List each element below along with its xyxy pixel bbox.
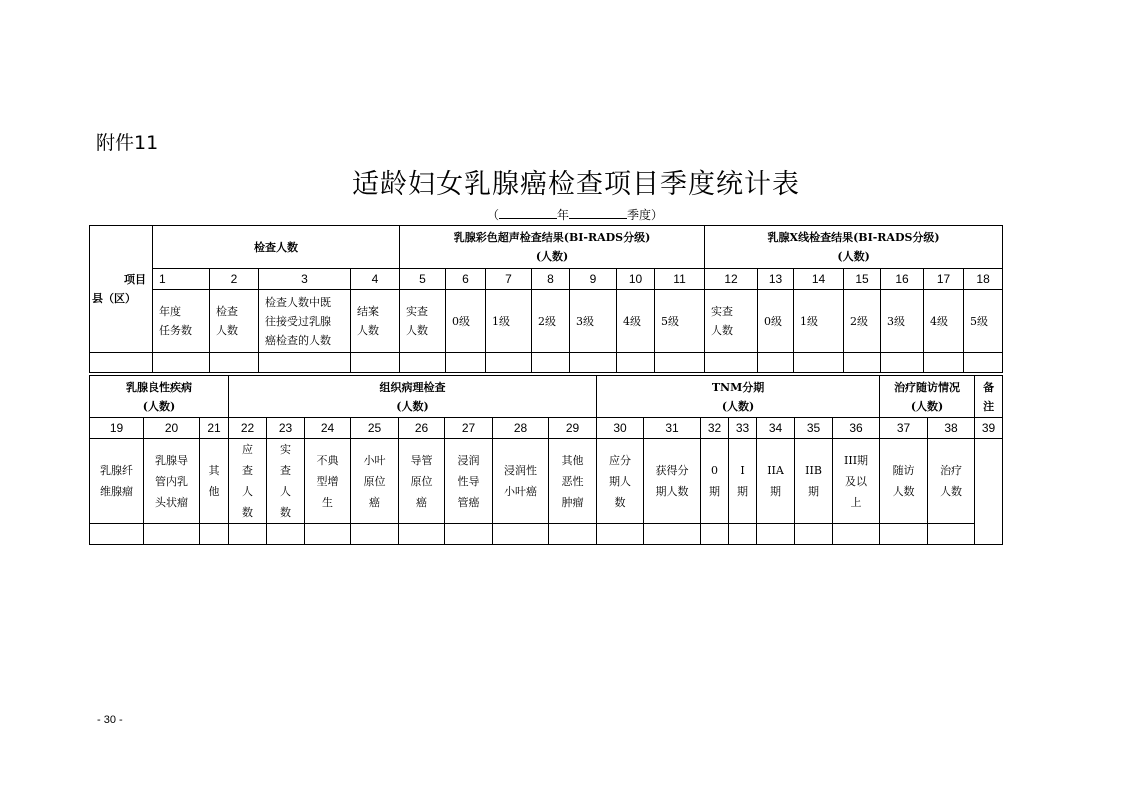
column-label: 5级 bbox=[964, 290, 1003, 353]
data-cell[interactable] bbox=[210, 353, 259, 373]
column-number: 16 bbox=[881, 269, 924, 290]
column-label: 浸润 性导 管癌 bbox=[445, 439, 493, 524]
data-cell[interactable] bbox=[644, 524, 701, 545]
column-label: 0级 bbox=[446, 290, 486, 353]
group-ultrasound-title: 乳腺彩色超声检查结果(BI-RADS分级) bbox=[453, 231, 651, 244]
column-number: 20 bbox=[144, 418, 200, 439]
column-label: 4级 bbox=[617, 290, 655, 353]
quarter-blank bbox=[569, 208, 627, 219]
column-label: 1级 bbox=[794, 290, 844, 353]
column-number: 34 bbox=[757, 418, 795, 439]
column-label: IIA 期 bbox=[757, 439, 795, 524]
year-blank bbox=[499, 208, 557, 219]
column-number: 3 bbox=[259, 269, 351, 290]
data-cell[interactable] bbox=[267, 524, 305, 545]
column-label: 0级 bbox=[758, 290, 794, 353]
column-number: 25 bbox=[351, 418, 399, 439]
column-number: 19 bbox=[90, 418, 144, 439]
group-tnm-unit: (人数) bbox=[721, 399, 755, 413]
data-cell[interactable] bbox=[795, 524, 833, 545]
column-number: 7 bbox=[486, 269, 532, 290]
group-benign-unit: (人数) bbox=[142, 399, 176, 413]
column-label: 4级 bbox=[924, 290, 964, 353]
column-label: 导管 原位 癌 bbox=[399, 439, 445, 524]
column-number: 22 bbox=[229, 418, 267, 439]
data-cell[interactable] bbox=[729, 524, 757, 545]
column-label: 其 他 bbox=[200, 439, 229, 524]
column-number: 11 bbox=[655, 269, 705, 290]
data-cell[interactable] bbox=[549, 524, 597, 545]
column-number: 4 bbox=[351, 269, 400, 290]
group-xray bbox=[705, 226, 1003, 269]
column-number: 18 bbox=[964, 269, 1003, 290]
ultrasound-xray-table bbox=[89, 225, 1003, 373]
column-label: 实查 人数 bbox=[705, 290, 758, 353]
page-number: - 30 - bbox=[97, 714, 123, 726]
group-xray-title: 乳腺X线检查结果(BI-RADS分级) bbox=[767, 231, 940, 244]
column-number: 9 bbox=[570, 269, 617, 290]
remarks-cell[interactable] bbox=[975, 439, 1003, 545]
data-cell[interactable] bbox=[486, 353, 532, 373]
data-cell[interactable] bbox=[655, 353, 705, 373]
group-xray-unit: (人数) bbox=[837, 250, 870, 263]
data-cell[interactable] bbox=[705, 353, 758, 373]
data-cell[interactable] bbox=[445, 524, 493, 545]
column-label: 2级 bbox=[844, 290, 881, 353]
data-cell[interactable] bbox=[924, 353, 964, 373]
pathology-tnm-table bbox=[89, 375, 1003, 545]
group-benign-title: 乳腺良性疾病 bbox=[126, 380, 192, 394]
column-number: 37 bbox=[880, 418, 928, 439]
column-label: IIB 期 bbox=[795, 439, 833, 524]
corner-item: 项目 bbox=[124, 273, 146, 286]
column-number: 23 bbox=[267, 418, 305, 439]
column-number: 32 bbox=[701, 418, 729, 439]
data-cell[interactable] bbox=[305, 524, 351, 545]
column-label: 1级 bbox=[486, 290, 532, 353]
column-number: 27 bbox=[445, 418, 493, 439]
column-label: 获得分 期人数 bbox=[644, 439, 701, 524]
group-check-count: 检查人数 bbox=[153, 226, 400, 269]
data-cell[interactable] bbox=[493, 524, 549, 545]
column-number: 21 bbox=[200, 418, 229, 439]
data-cell[interactable] bbox=[144, 524, 200, 545]
column-label: 年度 任务数 bbox=[153, 290, 210, 353]
column-label: 应 查 人 数 bbox=[229, 439, 267, 524]
column-label: 3级 bbox=[881, 290, 924, 353]
period-open: （ bbox=[486, 208, 499, 222]
column-label: 2级 bbox=[532, 290, 570, 353]
column-number: 1 bbox=[153, 269, 210, 290]
group-tnm-title: TNM分期 bbox=[711, 380, 765, 394]
column-label: 检查 人数 bbox=[210, 290, 259, 353]
data-cell[interactable] bbox=[400, 353, 446, 373]
data-cell[interactable] bbox=[844, 353, 881, 373]
column-label: III期 及以 上 bbox=[833, 439, 880, 524]
column-label: 实 查 人 数 bbox=[267, 439, 305, 524]
group-followup-title: 治疗随访情况 bbox=[894, 380, 961, 394]
column-number: 28 bbox=[493, 418, 549, 439]
column-label: 浸润性 小叶癌 bbox=[493, 439, 549, 524]
column-number: 17 bbox=[924, 269, 964, 290]
data-cell[interactable] bbox=[446, 353, 486, 373]
data-cell[interactable] bbox=[532, 353, 570, 373]
column-label: 0 期 bbox=[701, 439, 729, 524]
group-followup-unit: (人数) bbox=[910, 399, 944, 413]
quarter-label: 季度） bbox=[627, 208, 664, 222]
column-number: 6 bbox=[446, 269, 486, 290]
column-number: 10 bbox=[617, 269, 655, 290]
column-label: 治疗 人数 bbox=[928, 439, 975, 524]
data-cell[interactable] bbox=[757, 524, 795, 545]
data-cell[interactable] bbox=[259, 353, 351, 373]
data-cell[interactable] bbox=[90, 524, 144, 545]
data-cell[interactable] bbox=[964, 353, 1003, 373]
column-label: 3级 bbox=[570, 290, 617, 353]
group-benign bbox=[90, 376, 229, 418]
data-cell[interactable] bbox=[617, 353, 655, 373]
column-number: 26 bbox=[399, 418, 445, 439]
year-label: 年 bbox=[556, 208, 569, 222]
data-cell[interactable] bbox=[570, 353, 617, 373]
column-label: 其他 恶性 肿瘤 bbox=[549, 439, 597, 524]
column-number: 24 bbox=[305, 418, 351, 439]
data-cell[interactable] bbox=[597, 524, 644, 545]
data-cell[interactable] bbox=[881, 353, 924, 373]
group-ultrasound bbox=[400, 226, 705, 269]
column-number: 14 bbox=[794, 269, 844, 290]
column-number: 38 bbox=[928, 418, 975, 439]
data-cell[interactable] bbox=[200, 524, 229, 545]
column-label: 小叶 原位 癌 bbox=[351, 439, 399, 524]
data-cell[interactable] bbox=[153, 353, 210, 373]
data-cell[interactable] bbox=[229, 524, 267, 545]
column-number: 2 bbox=[210, 269, 259, 290]
column-number: 15 bbox=[844, 269, 881, 290]
column-number: 36 bbox=[833, 418, 880, 439]
group-followup bbox=[880, 376, 975, 418]
data-cell[interactable] bbox=[928, 524, 975, 545]
column-number: 13 bbox=[758, 269, 794, 290]
data-cell[interactable] bbox=[90, 353, 153, 373]
column-number: 33 bbox=[729, 418, 757, 439]
attachment-label: 附件11 bbox=[96, 132, 159, 154]
data-cell[interactable] bbox=[758, 353, 794, 373]
column-number: 35 bbox=[795, 418, 833, 439]
data-cell[interactable] bbox=[399, 524, 445, 545]
page-title: 适龄妇女乳腺癌检查项目季度统计表 bbox=[352, 169, 800, 200]
column-number: 29 bbox=[549, 418, 597, 439]
column-label: 检查人数中既 往接受过乳腺 癌检查的人数 bbox=[259, 290, 351, 353]
column-label: 乳腺纤 维腺瘤 bbox=[90, 439, 144, 524]
group-remarks: 备 注 bbox=[975, 376, 1003, 418]
corner-county: 县（区） bbox=[92, 292, 136, 305]
group-pathology bbox=[229, 376, 597, 418]
data-cell[interactable] bbox=[701, 524, 729, 545]
column-number: 30 bbox=[597, 418, 644, 439]
column-label: 应分 期人 数 bbox=[597, 439, 644, 524]
column-label: 不典 型增 生 bbox=[305, 439, 351, 524]
group-pathology-title: 组织病理检查 bbox=[379, 380, 446, 394]
data-cell[interactable] bbox=[351, 524, 399, 545]
group-ultrasound-unit: (人数) bbox=[535, 250, 569, 263]
column-number: 5 bbox=[400, 269, 446, 290]
data-cell[interactable] bbox=[351, 353, 400, 373]
column-label: 结案 人数 bbox=[351, 290, 400, 353]
column-label: 5级 bbox=[655, 290, 705, 353]
column-label: 乳腺导 管内乳 头状瘤 bbox=[144, 439, 200, 524]
data-cell[interactable] bbox=[880, 524, 928, 545]
data-cell[interactable] bbox=[794, 353, 844, 373]
column-number: 31 bbox=[644, 418, 701, 439]
data-cell[interactable] bbox=[833, 524, 880, 545]
column-number: 39 bbox=[975, 418, 1003, 439]
column-label: 随访 人数 bbox=[880, 439, 928, 524]
period-line bbox=[0, 206, 1122, 223]
group-pathology-unit: (人数) bbox=[396, 399, 429, 413]
column-label: 实查 人数 bbox=[400, 290, 446, 353]
column-label: I 期 bbox=[729, 439, 757, 524]
group-tnm bbox=[597, 376, 880, 418]
column-number: 8 bbox=[532, 269, 570, 290]
column-number: 12 bbox=[705, 269, 758, 290]
corner-cell bbox=[90, 226, 153, 353]
